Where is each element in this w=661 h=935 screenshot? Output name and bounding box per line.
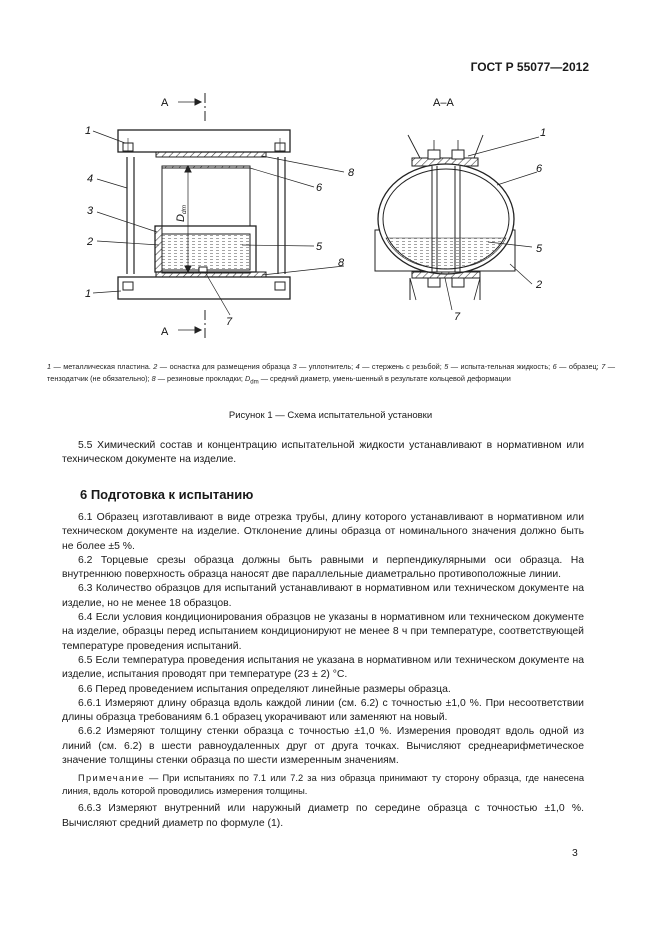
paragraph-6-6-2: 6.6.2 Измеряют толщину стенки образца с точностью ±1,0 %. Измерения проводят вдоль одной из линий (см. 6.2) в шести равноудаленных друг от друга точках. Вычисляют среднеарифметическое значение толщины стенки образца по шести измеренным значениям. — [62, 726, 584, 767]
left-view — [118, 93, 290, 340]
section-view-title: А–А — [433, 97, 454, 109]
figure-caption: Рисунок 1 — Схема испытательной установки — [228, 410, 433, 421]
callout-7-right: 7 — [454, 311, 461, 323]
callout-5: 5 — [316, 241, 323, 253]
callout-2: 2 — [87, 236, 94, 248]
note-text: — При испытаниях по 7.1 или 7.2 за низ образца принимают ту сторону образца, где нанесена линия, вдоль которой проводились измерения толщины. — [62, 773, 584, 797]
section-6-body — [62, 511, 584, 831]
paragraph-6-6-3: 6.6.3 Измеряют внутренний или наружный диаметр по середине образца с точностью ±1,0 %. Вычисляют средний диаметр по формуле (1). — [62, 803, 584, 829]
callout-8-bottom: 8 — [338, 257, 345, 269]
svg-text:Ddm: Ddm — [175, 205, 188, 222]
paragraph-6-5: 6.5 Если температура проведения испытания не указана в нормативном или техническом документе на изделие, испытания проводят при температуре (23 ± 2) °С. — [62, 654, 584, 681]
callout-2-right: 2 — [536, 279, 543, 291]
callout-1-top: 1 — [85, 125, 92, 137]
callout-7: 7 — [226, 316, 233, 328]
callout-1-bottom: 1 — [85, 288, 92, 300]
callout-5-right: 5 — [536, 243, 543, 255]
paragraph-6-4: 6.4 Если условия кондиционирования образцов не указаны в нормативном или техническом документе на изделие, образцы перед испытанием кондиционируют не менее 8 ч при температуре, соответствующей температуре проведения испытаний. — [62, 612, 584, 652]
callout-3: 3 — [87, 205, 94, 217]
figure-legend: 1 — металлическая пластина. 2 — оснастка для размещения образца 3 — уплотнитель; 4 — стержень с резьбой; 5 — испыта-тельная жидкость; 6 — образец; 7 — тензодатчик (не обязательно); 8 — резиновые прокладки; $D_{dm}$ — средний диаметр, умень-шенный в результате кольцевой деформации — [47, 362, 616, 386]
note-label: Примечание — [78, 773, 145, 784]
callout-8-top: 8 — [348, 167, 355, 179]
right-view — [375, 135, 515, 300]
note — [62, 772, 584, 798]
callout-6-right: 6 — [536, 163, 543, 175]
paragraph-6-6: 6.6 Перед проведением испытания определяют линейные размеры образца. — [78, 683, 451, 695]
paragraph-6-6-1: 6.6.1 Измеряют длину образца вдоль каждой линии (см. 6.2) с точностью ±1,0 %. При несоответствии длины образца требованиям 6.1 образец укорачивают или заменяют на новый. — [62, 697, 584, 724]
paragraph-5-5: 5.5 Химический состав и концентрацию испытательной жидкости устанавливают в нормативном или техническом документе на изделие. — [62, 440, 584, 466]
test-setup-figure — [0, 0, 661, 360]
document-header: ГОСТ Р 55077—2012 — [470, 60, 589, 74]
paragraph-6-1: 6.1 Образец изготавливают в виде отрезка трубы, длину которого устанавливают в нормативном или техническом документе на изделие. Отклонение длины образца от номинального значения должно быть не более ±5 %. — [62, 512, 584, 552]
callout-6: 6 — [316, 182, 323, 194]
section-mark-top: А — [161, 97, 169, 109]
section-6-heading: 6 Подготовка к испытанию — [80, 487, 254, 502]
callout-4: 4 — [87, 173, 94, 185]
paragraph-6-2: 6.2 Торцевые срезы образца должны быть равными и перпендикулярными оси образца. На внутреннюю поверхность образца наносят две параллельные диаметрально противоположные линии. — [62, 554, 584, 581]
page-number: 3 — [572, 848, 578, 859]
callout-1-right: 1 — [540, 127, 547, 139]
paragraph-6-3: 6.3 Количество образцов для испытаний устанавливают в нормативном или техническом документе на изделие, но не менее 18 образцов. — [62, 583, 584, 609]
section-mark-bottom: А — [161, 326, 169, 338]
